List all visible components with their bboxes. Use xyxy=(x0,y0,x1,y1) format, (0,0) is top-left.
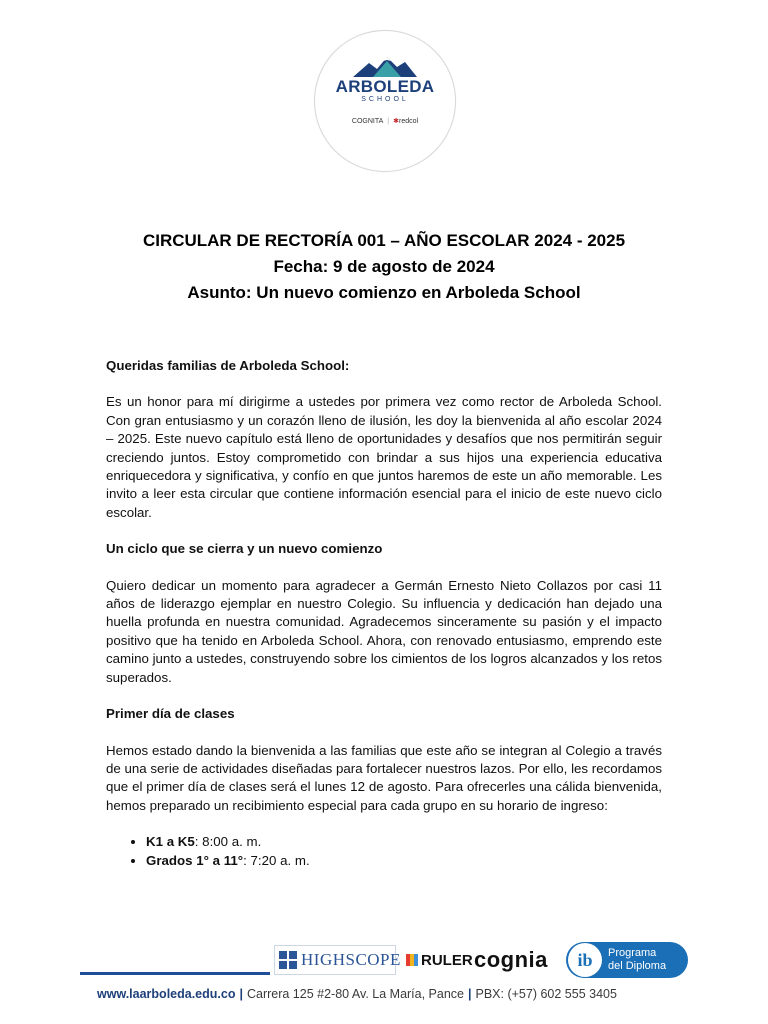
partner-redcol: redcol xyxy=(399,118,419,125)
mountain-icon xyxy=(353,53,417,77)
title-date: Fecha: 9 de agosto de 2024 xyxy=(273,257,495,276)
ruler-icon xyxy=(406,954,418,966)
ib-icon: ib xyxy=(568,943,602,977)
list-item: • Grados 1° a 11°: 7:20 a. m. xyxy=(146,852,662,870)
letter-body xyxy=(106,357,662,870)
greeting: Queridas familias de Arboleda School: xyxy=(106,358,350,373)
redcol-icon: ✱ xyxy=(393,118,399,125)
title-line-1: CIRCULAR DE RECTORÍA 001 – AÑO ESCOLAR 2024 - 2025 xyxy=(142,231,626,250)
highscope-logo: HIGHSCOPE xyxy=(274,945,396,975)
phone: PBX: (+57) 602 555 3405 xyxy=(475,987,617,1001)
heading-first-day: Primer día de clases xyxy=(106,706,235,722)
paragraph-first-day: Hemos estado dando la bienvenida a las familias que este año se integran al Colegio a través de una serie de actividades diseñadas para fortalecer nuestros lazos. Por ello, les recordamos que el primer día de clases será el lunes 12 de agosto. Para ofrecerles una cálida bienvenida, hemos preparado un recibimiento especial para cada grupo en su horario de ingreso: xyxy=(106,742,662,813)
cognia-logo: cognia xyxy=(474,947,548,972)
logo-name: ARBOLEDA xyxy=(335,77,435,96)
schedule-list xyxy=(106,833,662,870)
circular-title xyxy=(0,228,768,306)
ib-line-2: del Diploma xyxy=(608,960,667,972)
footer: www.laarboleda.edu.co | Carrera 125 #2-80 Av. La María, Pance | PBX: (+57) 602 555 3405 xyxy=(97,987,617,1001)
paragraph-intro: Es un honor para mí dirigirme a ustedes por primera vez como rector de Arboleda School. Con gran entusiasmo y un corazón lleno de ilusión, les doy la bienvenida al año escolar 2024 – 2025. Este nuevo capítulo está lleno de oportunidades y desafíos que nos permitirán seguir creciendo juntos. Estoy comprometido con brindar a sus hijos una experiencia educativa enriquecedora y significativa, y confío en que juntos haremos de este un año memorable. Les invito a leer esta circular que contiene información esencial para el inicio de este nuevo ciclo escolar. xyxy=(106,394,662,520)
footer-divider xyxy=(80,972,270,975)
ruler-logo: RULER xyxy=(406,942,473,978)
school-logo xyxy=(314,30,456,172)
address: Carrera 125 #2-80 Av. La María, Pance xyxy=(246,987,464,1001)
ib-diploma-logo xyxy=(566,942,688,978)
list-item: • K1 a K5: 8:00 a. m. xyxy=(146,833,662,851)
logo-partners xyxy=(315,117,455,125)
heading-new-beginning: Un ciclo que se cierra y un nuevo comienzo xyxy=(106,541,383,557)
highscope-icon xyxy=(279,951,297,969)
ib-line-1: Programa xyxy=(608,947,657,959)
title-subject: Asunto: Un nuevo comienzo en Arboleda School xyxy=(187,283,581,302)
website-link[interactable]: www.laarboleda.edu.co xyxy=(97,987,236,1001)
partner-separator: | xyxy=(387,118,390,125)
logo-subtitle: SCHOOL xyxy=(361,96,409,103)
paragraph-thanks: Quiero dedicar un momento para agradecer a Germán Ernesto Nieto Collazos por casi 11 años de liderazgo ejemplar en nuestro Colegio. Su influencia y dedicación han dejado una huella profunda en nuestra comunidad. Agradecemos sinceramente su pasión y el impacto positivo que ha tenido en Arboleda School. Ahora, con renovado entusiasmo, emprendo este camino junto a ustedes, construyendo sobre los cimientos de los logros alcanzados y los retos superados. xyxy=(106,577,662,685)
partner-cognita: COGNITA xyxy=(351,118,384,125)
